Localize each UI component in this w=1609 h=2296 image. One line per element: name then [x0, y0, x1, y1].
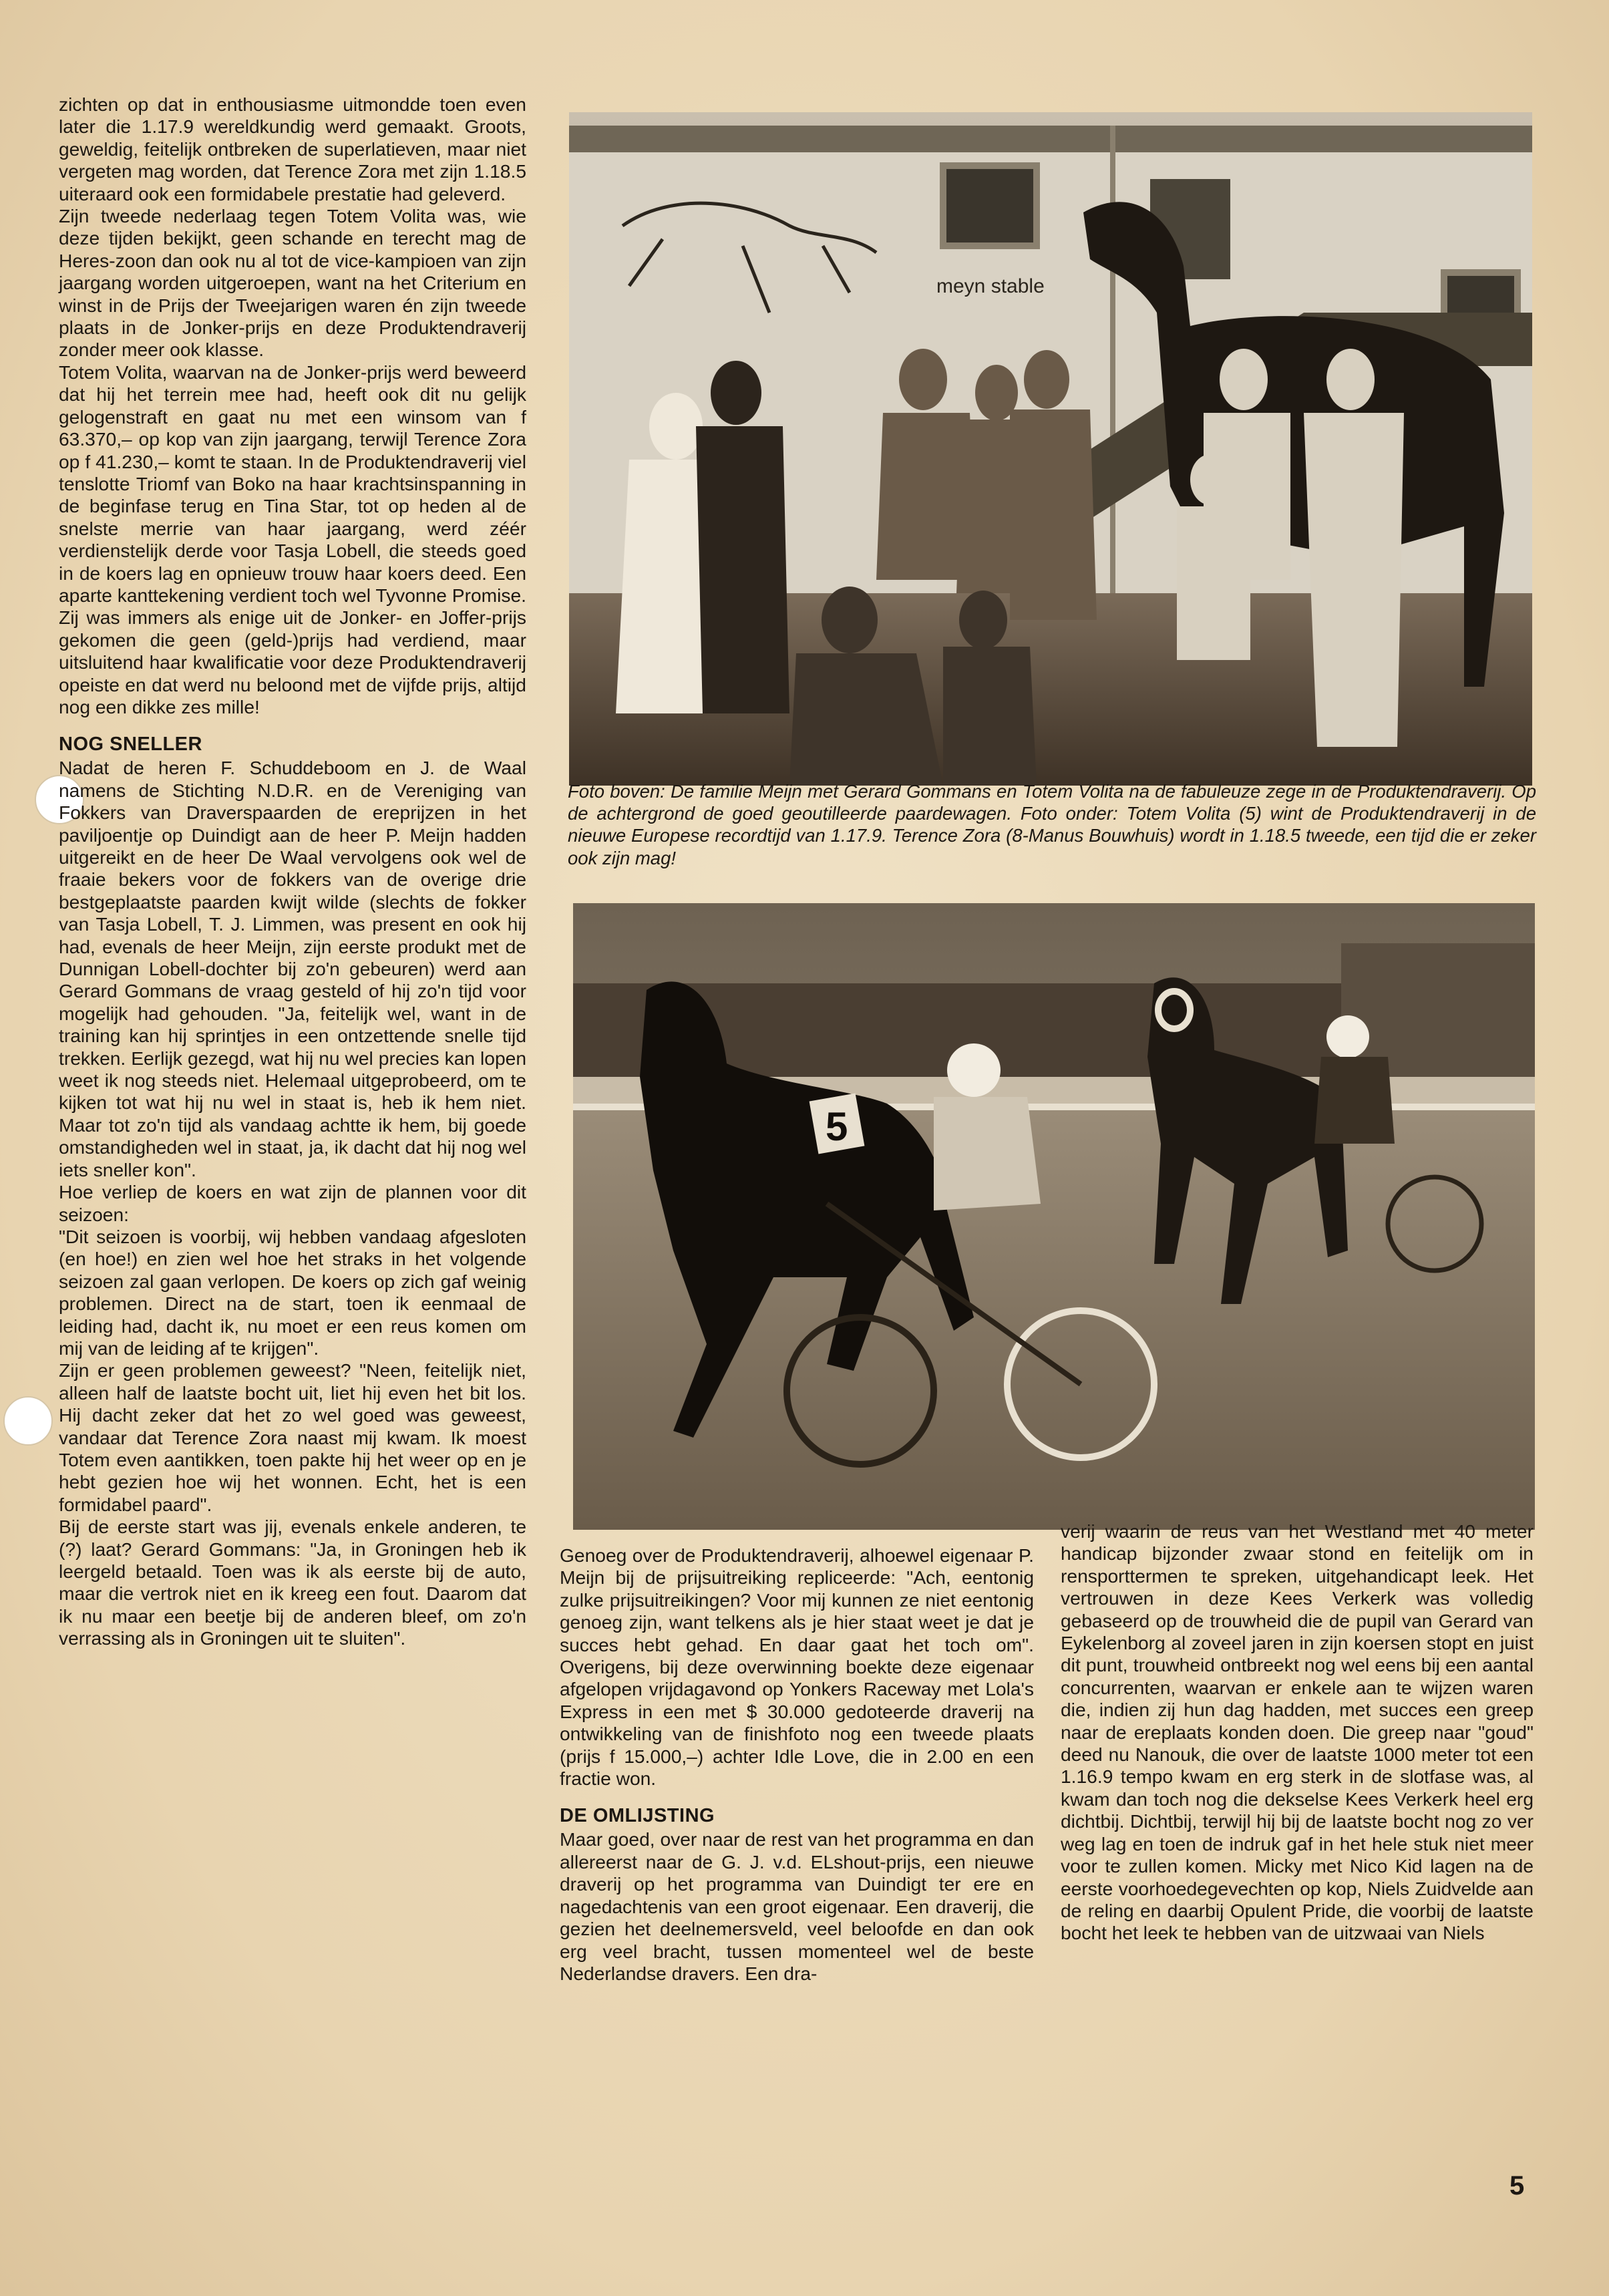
photo-family-with-horse	[569, 112, 1532, 786]
right-column	[1061, 1520, 1534, 1945]
photo-caption: Foto boven: De familie Meijn met Gerard Gommans en Totem Volita na de fabuleuze zege in de Produktendraverij. Op de achtergrond de goed geoutilleerde paardewagen. Foto onder: Totem Volita (5) wint de Produktendraverij in de nieuwe Europese recordtijd van 1.17.9. Terence Zora (8-Manus Bouwhuis) wordt in 1.18.5 tweede, een tijd die er zeker ook zijn mag!	[568, 781, 1536, 868]
page-number: 5	[1509, 2171, 1525, 2200]
paragraph: Totem Volita, waarvan na de Jonker-prijs werd beweerd dat hij het terrein mee had, heeft ook dit nu gelijk gelogenstraft en gaat nu met een winsom van f 63.370,– op kop van zijn jaargang, terwijl Terence Zora op f 41.230,– komt te staan. In de Produktendraverij viel tenslotte Triomf van Boko na haar krachtsinspanning in de beginfase terug en Tina Star, tot op heden al de snelste merrie van haar jaargang, werd zéér verdienstelijk derde voor Tasja Lobell, die steeds goed in de koers lag en opnieuw trouw haar koers deed. Een aparte kanttekening verdient toch wel Tyvonne Promise. Zij was immers als enige uit de Jonker- en Joffer-prijs gekomen die geen (geld-)prijs had verdiend, maar uitsluitend haar kwalificatie voor deze Produktendraverij opeiste en dat werd nu beloond met de vijfde prijs, altijd nog een dikke zes mille!	[59, 361, 526, 717]
paragraph: Maar goed, over naar de rest van het programma en dan allereerst naar de G. J. v.d. ELshout-prijs, een nieuwe draverij op het programma van Duindigt ter ere en nagedachtenis van een groot eigenaar. Een draverij, die gezien het deelnemersveld, veel beloofde en dan ook erg veel bracht, tussen momenteel wel de beste Nederlandse dravers. Een dra-	[560, 1828, 1034, 1984]
section-heading-nog-sneller: NOG SNELLER	[59, 733, 202, 756]
paragraph: zichten op dat in enthousiasme uitmondde toen even later die 1.17.9 wereldkundig werd gemaakt. Groots, geweldig, feitelijk ontbreken de superlatieven, maar niet vergeten mag worden, dat Terence Zora met zijn 1.18.5 uiteraard ook een formidabele prestatie had geleverd.	[59, 94, 526, 204]
paragraph: "Dit seizoen is voorbij, wij hebben vandaag afgesloten (en hoe!) en zien wel hoe het straks in het volgende seizoen zal gaan verlopen. De koers op zich gaf weinig problemen. Direct na de start, toen ik eenmaal de leiding had, dacht ik, nu moet er een reus komen om mij van de leiding af te krijgen".	[59, 1225, 526, 1359]
paragraph: Nadat de heren F. Schuddeboom en J. de Waal namens de Stichting N.D.R. en de Vereniging van Fokkers van Draverspaarden de ereprijzen in het paviljoentje op Duindigt aan de heer P. Meijn hadden uitgereikt en de heer De Waal vervolgens ook wel de fraaie bekers voor de fokkers van de overige drie bestgeplaatste paarden kwijt wilde (slechts de fokker van Tasja Lobell, T. J. Limmen, was present en ook hij had, evenals de heer Meijn, zijn eerste produkt met de Dunnigan Lobell-dochter bij zo'n gebeuren) werd aan Gerard Gommans de vraag gesteld of hij zo'n tijd voor mogelijk had gehouden. "Ja, feitelijk wel, want in de training kan hij sprintjes in een ontzettende snelle tijd trekken. Eerlijk gezegd, wat hij nu wel precies kan lopen weet ik nog steeds niet. Helemaal uitgeprobeerd, om te kijken tot wat hij nu wel in staat is, heb ik hem niet. Maar tot zo'n tijd als vandaag achtte ik hem, bij goede omstandigheden wel in staat, ja, ik dacht dat hij nog wel iets sneller kon".	[59, 757, 526, 1180]
trailer-logo-text: meyn stable	[936, 275, 1045, 297]
middle-column	[560, 1544, 1034, 1985]
paragraph: Zijn er geen problemen geweest? "Neen, feitelijk niet, alleen half de laatste bocht uit, liet hij even het bit los. Hij dacht zeker dat het zo wel goed was geweest, vandaar dat Terence Zora naast mij kwam. Ik moest Totem even aantikken, toen pakte hij het weer op en je hebt gezien hoe wij het wonnen. Echt, het is een formidabel paard".	[59, 1359, 526, 1515]
photo-race-finish	[573, 903, 1535, 1530]
paragraph: Hoe verliep de koers en wat zijn de plannen voor dit seizoen:	[59, 1181, 526, 1225]
bib-number-left: 5	[826, 1104, 848, 1149]
section-heading-de-omlijsting: DE OMLIJSTING	[560, 1805, 715, 1827]
paragraph: Genoeg over de Produktendraverij, alhoewel eigenaar P. Meijn bij de prijsuitreiking repliceerde: "Ach, eentonig zulke prijsuitreikingen? Voor mij kunnen ze niet eentonig genoeg zijn, want telkens als je hier staat weet je dat je succes hebt gehad. En daar gaat het toch om". Overigens, bij deze overwinning boekte deze eigenaar afgelopen vrijdagavond op Yonkers Raceway met Lola's Express in een met $ 30.000 gedoteerde draverij na ontwikkeling van de finishfoto nog een tweede plaats (prijs f 15.000,–) achter Idle Love, die in 2.00 en een fractie won.	[560, 1544, 1034, 1790]
paragraph: Bij de eerste start was jij, evenals enkele anderen, te (?) laat? Gerard Gommans: "Ja, in Groningen heb ik leergeld betaald. Toen was ik als eerste bij de auto, maar die vertrok niet en ik kreeg een fout. Daarom dat ik nu maar een beetje bij de anderen bleef, om zo'n verrassing als in Groningen uit te sluiten".	[59, 1516, 526, 1649]
paragraph: verij waarin de reus van het Westland met 40 meter handicap bijzonder zwaar stond en feitelijk om in rensporttermen te spreken, uitgehandicapt leek. Het vertrouwen in deze Kees Verkerk was volledig gebaseerd op de trouwheid die de pupil van Gerard van Eykelenborg al zoveel jaren in zijn koersen stopt en juist dit punt, trouwheid ontbreekt nog wel eens bij een aantal concurrenten, waarvan er enkele aan te wijzen waren die, indien zij hun dag hadden, met succes een greep naar de ereplaats konden doen. Die greep naar "goud" deed nu Nanouk, die over de laatste 1000 meter tot een 1.16.9 tempo kwam en erg sterk in de slotfase was, al kwam dan toch nog die dekselse Kees Verkerk heel erg dichtbij. Dichtbij, terwijl hij bij de laatste bocht nog zo ver weg lag en toen de indruk gaf in het hele stuk niet meer voor te zullen komen. Micky met Nico Kid lagen na de eerste voorhoedegevechten op kop, Niels Zuidvelde aan de reling en daarbij Opulent Pride, die voorbij de laatste bocht het leek te hebben van de uitzwaai van Niels	[1061, 1520, 1534, 1944]
punch-hole-lower	[3, 1396, 53, 1446]
left-column	[59, 94, 526, 1650]
paragraph: Zijn tweede nederlaag tegen Totem Volita was, wie deze tijden bekijkt, geen schande en terecht mag de Heres-zoon dan ook nu al tot de vice-kampioen van zijn jaargang worden uitgeroepen, want na het Criterium en winst in de Prijs der Tweejarigen waren én zijn tweede plaats in de Jonker-prijs en deze Produktendraverij zonder meer ook klasse.	[59, 205, 526, 361]
